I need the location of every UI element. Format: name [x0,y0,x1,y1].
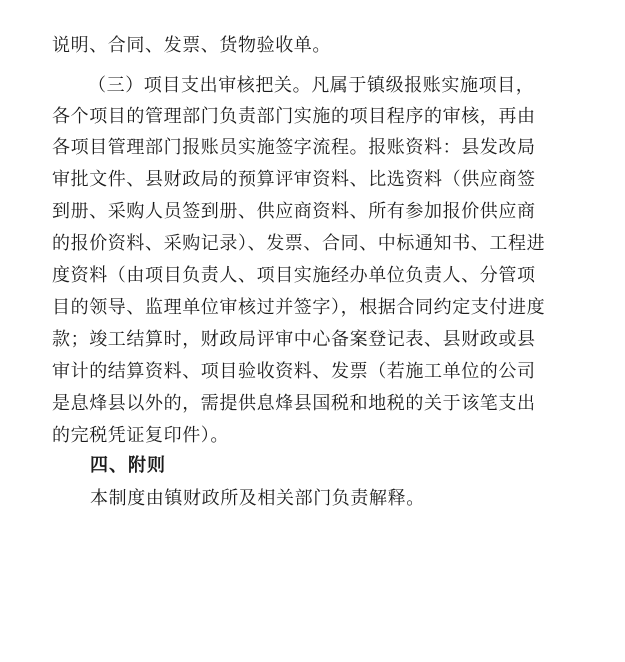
text-line-2-subheading: （三）项目支出审核把关。凡属于镇级报账实施项目， [88,75,535,96]
closing-line: 本制度由镇财政所及相关部门负责解释。 [90,488,425,509]
text-line-8: 度资料（由项目负责人、项目实施经办单位负责人、分管项 [52,265,536,286]
text-line-13: 的完税凭证复印件）。 [52,425,229,446]
text-line-7: 的报价资料、采购记录）、发票、合同、中标通知书、工程进 [52,233,546,254]
text-line-11: 审计的结算资料、项目验收资料、发票（若施工单位的公司 [52,361,536,382]
text-line-1: 说明、合同、发票、货物验收单。 [52,35,331,56]
section-heading: 四、附则 [90,455,166,476]
text-line-3: 各个项目的管理部门负责部门实施的项目程序的审核，再由 [52,106,536,127]
text-line-9: 目的领导、监理单位审核过并签字），根据合同约定支付进度 [52,297,546,318]
text-line-6: 到册、采购人员签到册、供应商资料、所有参加报价供应商 [52,201,536,222]
text-line-10: 款；竣工结算时，财政局评审中心备案登记表、县财政或县 [52,329,536,350]
text-line-4: 各项目管理部门报账员实施签字流程。报账资料：县发改局 [52,137,536,158]
text-line-5: 审批文件、县财政局的预算评审资料、比选资料（供应商签 [52,169,536,190]
text-line-12: 是息烽县以外的，需提供息烽县国税和地税的关于该笔支出 [52,393,536,414]
